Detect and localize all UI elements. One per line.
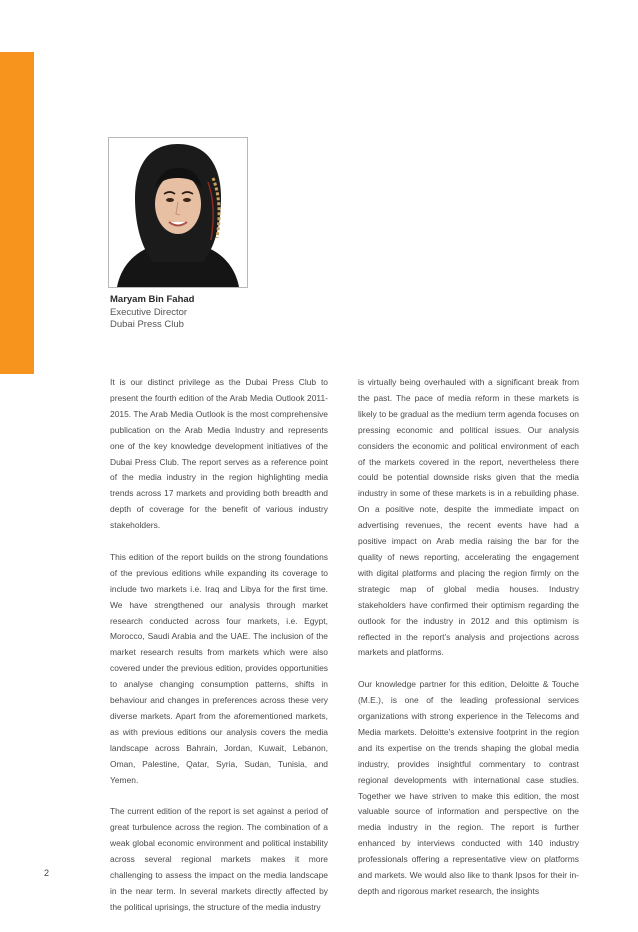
portrait-illustration — [109, 138, 247, 287]
portrait-photo — [108, 137, 248, 288]
paragraph: Our knowledge partner for this edition, Deloitte & Touche (M.E.), is one of the leading professional services organizations with strong experience in the Telecoms and Media markets. Deloitte's extensive footprint in the region and its expertise on the trends shaping the global media industry, provides insightful commentary to contrast regional developments with international case studies. Together we have striven to make this edition, the most valuable source of information and perspective on the media industry in the region. The report is further enhanced by interviews conducted with 140 industry professionals offering a representative view on platforms and markets. We would also like to thank Ipsos for their in-depth and rigorous market research, the insights — [358, 679, 579, 896]
paragraph: is virtually being overhauled with a significant break from the past. The pace of media reform in these markets is likely to be gradual as the medium term agenda focuses on pressing economic and political issues. Our analysis considers the economic and political environment of each of the markets covered in the report, nevertheless there could be potential downside risks given that the media industry in some of these markets is in a rebuilding phase. On a positive note, despite the immediate impact on advertising revenues, the recent events have had a positive impact on Arab media raising the bar for the quality of news reporting, accelerating the engagement with digital platforms and placing the region firmly on the strategic map of global media houses. Industry stakeholders have confirmed their optimism regarding the outlook for the industry in 2012 and this optimism is reflected in the report's analysis and projections across markets and platforms. — [358, 377, 579, 658]
page-number: 2 — [44, 868, 50, 878]
paragraph: The current edition of the report is set against a period of great turbulence across the region. The combination of a weak global economic environment and political instability across several regional markets makes it more challenging to assess the impact on the media landscape in the near term. In several markets directly affected by the political uprisings, the structure of the media industry — [110, 806, 328, 912]
profile-caption — [110, 294, 194, 332]
right-text-column — [358, 375, 579, 916]
orange-accent-bar — [0, 52, 34, 374]
paragraph: This edition of the report builds on the strong foundations of the previous editions while expanding its coverage to include two markets i.e. Iraq and Libya for the first time. We have strengthened our analysis through market research conducted across four markets, i.e. Egypt, Morocco, Saudi Arabia and the UAE. The inclusion of the market research results from markets which were also covered under the previous edition, provides opportunities to analyse changing consumption patterns, shifts in behaviour and changes in preferences across these very diverse markets. Apart from the aforementioned markets, as with previous editions our analysis covers the media landscape across Bahrain, Jordan, Kuwait, Lebanon, Oman, Palestine, Qatar, Syria, Sudan, Tunisia, and Yemen. — [110, 551, 328, 785]
profile-role: Executive Director — [110, 306, 188, 318]
paragraph: It is our distinct privilege as the Dubai Press Club to present the fourth edition of the Arab Media Outlook 2011- 2015. The Arab Media Outlook is the most comprehensive publication on the Arab Media Industry and represents one of the key knowledge development initiatives of the Dubai Press Club. The report serves as a reference point of the media industry in the region highlighting media trends across 17 markets and providing both breadth and depth of coverage for the benefit of various industry stakeholders. — [110, 377, 328, 531]
profile-organization: Dubai Press Club — [110, 319, 184, 330]
left-text-column — [110, 375, 328, 932]
profile-name: Maryam Bin Fahad — [110, 294, 195, 305]
